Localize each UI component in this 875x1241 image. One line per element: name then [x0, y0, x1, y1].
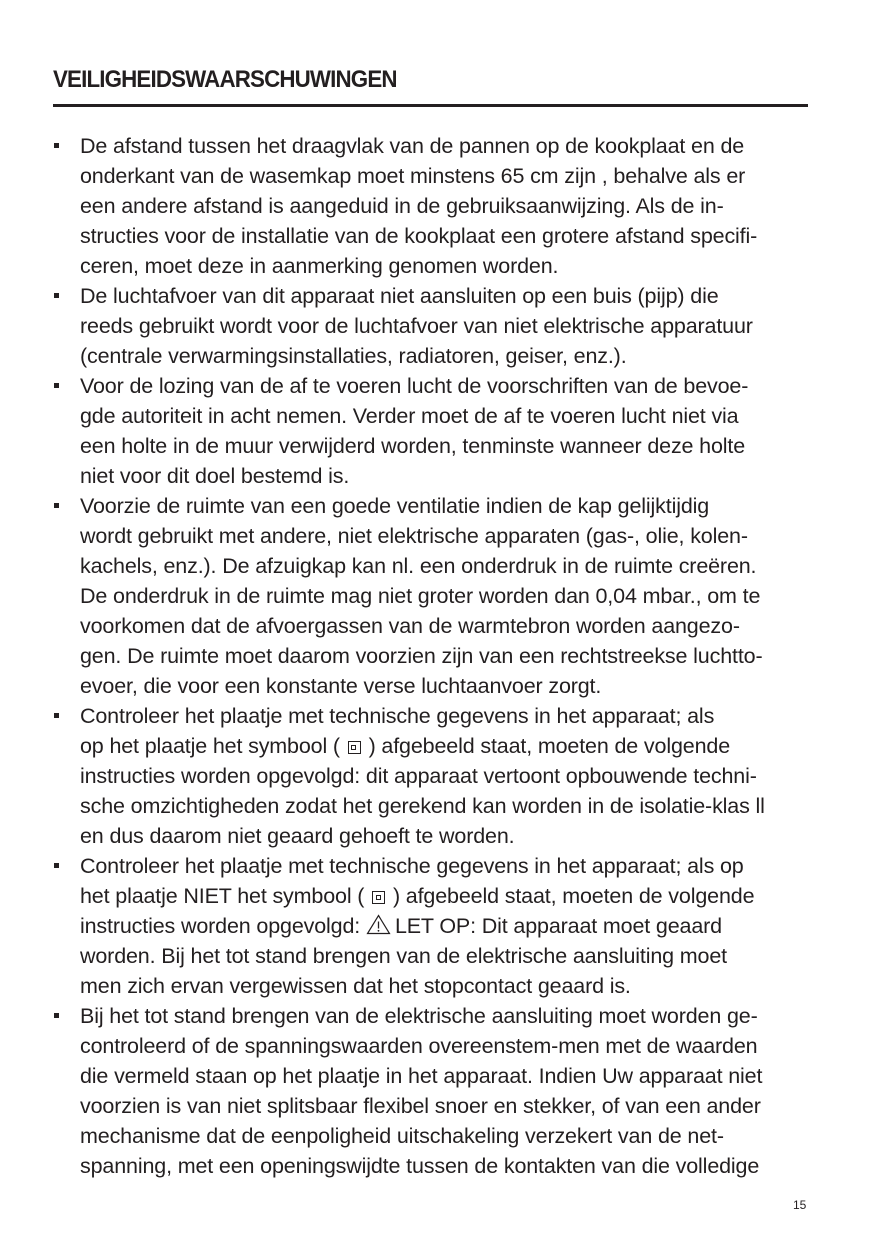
- text-line: De onderdruk in de ruimte mag niet groter worden dan 0,04 mbar., om te: [80, 584, 761, 608]
- text-line: kachels, enz.). De afzuigkap kan nl. een onderdruk in de ruimte creëren.: [80, 554, 757, 578]
- bullet-marker: [54, 1013, 59, 1018]
- text-line: De luchtafvoer van dit apparaat niet aansluiten op een buis (pijp) die: [80, 284, 719, 308]
- list-item: [53, 281, 813, 371]
- text-line: een holte in de muur verwijderd worden, tenminste wanneer deze holte: [80, 434, 746, 458]
- bullet-marker: [54, 293, 59, 298]
- text-line: evoer, die voor een konstante verse luchtaanvoer zorgt.: [80, 674, 602, 698]
- text-line: ceren, moet deze in aanmerking genomen worden.: [80, 254, 559, 278]
- text-line: De afstand tussen het draagvlak van de pannen op de kookplaat en de: [80, 134, 745, 158]
- text-line: Voor de lozing van de af te voeren lucht de voorschriften van de bevoe-: [80, 374, 749, 398]
- text-line: wordt gebruikt met andere, niet elektrische apparaten (gas-, olie, kolen-: [80, 524, 748, 548]
- list-item: [53, 491, 813, 701]
- text-line: gen. De ruimte moet daarom voorzien zijn van een rechtstreekse luchtto-: [80, 644, 763, 668]
- text-line: niet voor dit doel bestemd is.: [80, 464, 350, 488]
- warning-triangle-icon: [366, 914, 391, 935]
- text-line: gde autoriteit in acht nemen. Verder moet de af te voeren lucht niet via: [80, 404, 739, 428]
- text-line: Bij het tot stand brengen van de elektrische aansluiting moet worden ge-: [80, 1004, 758, 1028]
- text-line: mechanisme dat de eenpoligheid uitschakeling verzekert van de net-: [80, 1124, 724, 1148]
- text-line: onderkant van de wasemkap moet minstens 65 cm zijn , behalve als er: [80, 164, 746, 188]
- text-line: controleerd of de spanningswaarden overeenstem-men met de waarden: [80, 1034, 758, 1058]
- text-line: voorkomen dat de afvoergassen van de warmtebron worden aangezo-: [80, 614, 740, 638]
- bullet-marker: [54, 713, 59, 718]
- bullet-marker: [54, 143, 59, 148]
- text-segment: ) afgebeeld staat, moeten de volgende: [368, 734, 731, 758]
- text-line: Voorzie de ruimte van een goede ventilatie indien de kap gelijktijdig: [80, 494, 710, 518]
- text-line: structies voor de installatie van de kookplaat een grotere afstand specifi-: [80, 224, 758, 248]
- list-item: [53, 131, 813, 281]
- double-square-icon: [348, 741, 361, 754]
- text-line: Controleer het plaatje met technische gegevens in het apparaat; als: [80, 704, 715, 728]
- page-number: 15: [793, 1198, 807, 1212]
- list-item: [53, 851, 813, 1001]
- list-item: [53, 371, 813, 491]
- double-square-icon: [372, 891, 385, 904]
- text-line: (centrale verwarmingsinstallaties, radiatoren, geiser, enz.).: [80, 344, 627, 368]
- text-segment: het plaatje NIET het symbool (: [80, 884, 365, 908]
- text-line: reeds gebruikt wordt voor de luchtafvoer van niet elektrische apparatuur: [80, 314, 753, 338]
- text-line: Controleer het plaatje met technische gegevens in het apparaat; als op: [80, 854, 744, 878]
- text-line: [80, 881, 813, 911]
- text-segment: op het plaatje het symbool (: [80, 734, 340, 758]
- text-line: men zich ervan vergewissen dat het stopcontact geaard is.: [80, 974, 631, 998]
- text-segment: instructies worden opgevolgd:: [80, 914, 361, 938]
- text-line: [80, 731, 813, 761]
- text-line: instructies worden opgevolgd: dit apparaat vertoont opbouwende techni-: [80, 764, 757, 788]
- text-line: die vermeld staan op het plaatje in het apparaat. Indien Uw apparaat niet: [80, 1064, 763, 1088]
- list-item: [53, 1001, 813, 1181]
- text-line: en dus daarom niet geaard gehoeft te worden.: [80, 824, 515, 848]
- text-segment: ) afgebeeld staat, moeten de volgende: [392, 884, 755, 908]
- bullet-marker: [54, 383, 59, 388]
- text-segment: LET OP: Dit apparaat moet geaard: [394, 914, 722, 938]
- text-line: spanning, met een openingswijdte tussen de kontakten van die volledige: [80, 1154, 760, 1178]
- text-line: [80, 911, 813, 941]
- title-underline: [53, 104, 808, 107]
- text-line: sche omzichtigheden zodat het gerekend kan worden in de isolatie-klas ll: [80, 794, 765, 818]
- warning-list: [53, 131, 813, 1181]
- list-item: [53, 701, 813, 851]
- page-title: VEILIGHEIDSWAARSCHUWINGEN: [53, 66, 397, 93]
- bullet-marker: [54, 863, 59, 868]
- text-line: een andere afstand is aangeduid in de gebruiksaanwijzing. Als de in-: [80, 194, 724, 218]
- bullet-marker: [54, 503, 59, 508]
- text-line: voorzien is van niet splitsbaar flexibel snoer en stekker, of van een ander: [80, 1094, 761, 1118]
- text-line: worden. Bij het tot stand brengen van de elektrische aansluiting moet: [80, 944, 727, 968]
